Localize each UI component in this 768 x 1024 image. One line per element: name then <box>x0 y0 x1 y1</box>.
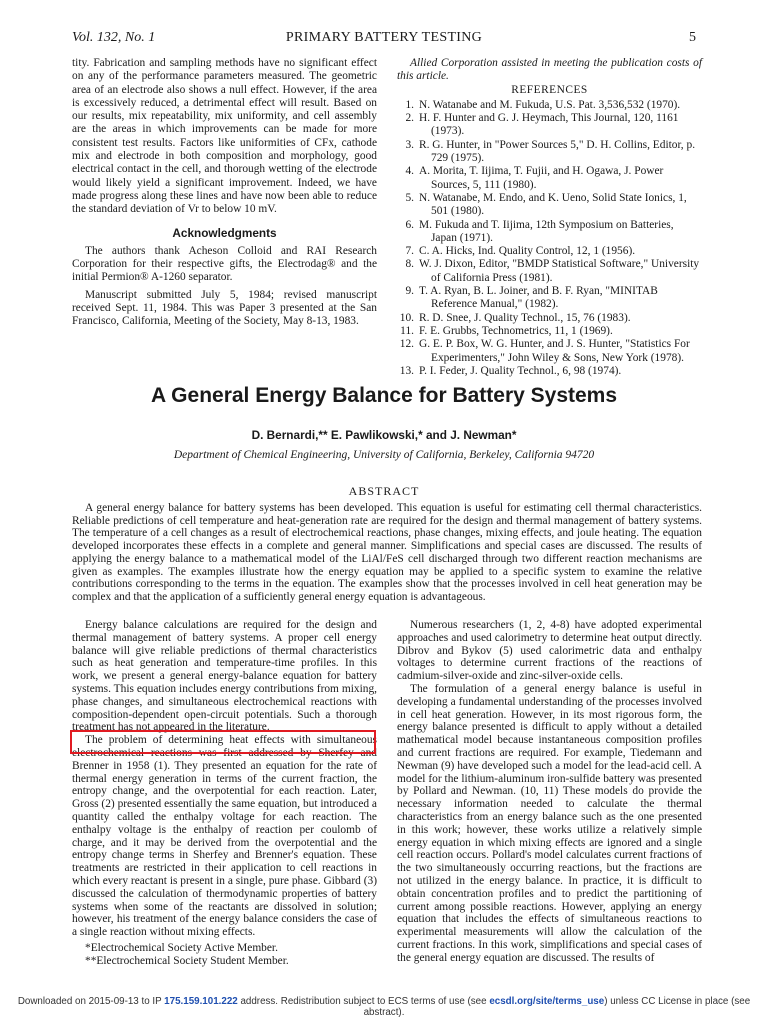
reference-number: 4. <box>405 165 414 178</box>
reference-number: 9. <box>405 285 414 298</box>
reference-item <box>397 219 702 246</box>
footer-middle: address. Redistribution subject to ECS terms of use (see <box>237 996 490 1007</box>
abstract-text: A general energy balance for battery systems has been developed. This equation is useful for estimating cell thermal characteristics. Reliable predictions of cell temperature and heat-generation rate are required for the design and thermal management of battery systems. The temperature of a cell changes as a result of electrochemical reactions, phase changes, mixing effects, and joule heating. The equation developed incorporates these effects in a complete and general manner. Simplifications and special cases are discussed. The results of applying the energy balance to a mathematical model of the LiAl/FeS cell discharged through two different reaction mechanisms are given as examples. The examples illustrate how the energy equation may be applied to a specific system to examine the relative contributions corresponding to the terms in the equation. The examples show that the processes involved in cell heat generation may be complex and that the application of a sufficiently general energy equation is advantageous. <box>72 502 702 603</box>
author-affiliation: Department of Chemical Engineering, University of California, Berkeley, California 94720 <box>173 449 595 461</box>
reference-text: W. J. Dixon, Editor, "BMDP Statistical Software," University of California Press (1981). <box>419 258 700 284</box>
reference-text: A. Morita, T. Iijima, T. Fujii, and H. Ogawa, J. Power Sources, 5, 111 (1980). <box>419 165 664 191</box>
reference-text: F. E. Grubbs, Technometrics, 11, 1 (1969). <box>419 324 613 337</box>
reference-number: 6. <box>405 218 414 231</box>
reference-number: 12. <box>399 338 414 351</box>
reference-item <box>397 245 702 258</box>
body-left-column <box>72 619 377 968</box>
body-paragraph: Numerous researchers (1, 2, 4-8) have adopted experimental approaches and used calorimetry to determine heat output directly. Dibrov and Bykov (5) used calorimetric data and enthalpy voltages to determine current fractions of the reactions of cadmium-silver-oxide and zinc-silver-oxide cells. <box>397 619 702 683</box>
volume-number: Vol. 132, No. 1 <box>72 30 156 45</box>
reference-number: 13. <box>399 364 414 377</box>
reference-item <box>397 165 702 192</box>
reference-item <box>397 365 702 378</box>
reference-item <box>397 325 702 338</box>
reference-number: 5. <box>405 191 414 204</box>
reference-text: H. F. Hunter and G. J. Heymach, This Journal, 120, 1161 (1973). <box>419 112 679 138</box>
acknowledgments-text: The authors thank Acheson Colloid and RAI Research Corporation for their respective gifts, the Electrodag® and the initial Permion® A-1260 separator. <box>72 244 377 284</box>
running-title: PRIMARY BATTERY TESTING <box>285 30 483 45</box>
footer-prefix: Downloaded on 2015-09-13 to IP <box>17 996 165 1007</box>
reference-number: 8. <box>405 258 414 271</box>
body-paragraph: The problem of determining heat effects with simultaneous electrochemical reactions was first addressed by Sherfey and Brenner in 1958 (1). They presented an equation for the rate of thermal energy generation in terms of the current fraction, the entropy change, and the overpotential for each reaction. Later, Gross (2) presented essentially the same equation, but introduced a quantity called the enthalpy voltage for each reaction. The enthalpy voltage is the enthalpy of reaction per coulomb of charge, and it may be derived from the overpotential and the entropy change terms in Sherfey and Brenner's equation. These treatments are restricted in their application to cell reactions in which every reactant is present in a single, pure phase. Gibbard (3) discussed the calculation of thermodynamic properties of battery systems when some of the reactants are dissolved in solution; however, his treatment of the energy balance considers the case of a single reaction without mixing effects. <box>72 734 377 939</box>
reference-text: M. Fukuda and T. Iijima, 12th Symposium on Batteries, Japan (1971). <box>419 218 674 244</box>
references-heading: REFERENCES <box>511 83 588 96</box>
reference-number: 7. <box>405 245 414 258</box>
reference-item <box>397 312 702 325</box>
footnote: **Electrochemical Society Student Member. <box>85 954 289 967</box>
reference-text: N. Watanabe and M. Fukuda, U.S. Pat. 3,536,532 (1970). <box>419 98 681 111</box>
reference-number: 1. <box>405 98 414 111</box>
footer-suffix: ) unless CC License in place (see abstract). <box>363 996 751 1018</box>
publication-credit: Allied Corporation assisted in meeting the publication costs of this article. <box>397 57 702 83</box>
previous-article-left-column <box>72 57 377 329</box>
reference-text: R. D. Snee, J. Quality Technol., 15, 76 (1983). <box>419 311 631 324</box>
manuscript-note: Manuscript submitted July 5, 1984; revised manuscript received Sept. 11, 1984. This was Paper 3 presented at the San Francisco, California, Meeting of the Society, May 8-13, 1983. <box>72 288 377 328</box>
reference-item <box>397 112 702 139</box>
footer-ip-link[interactable]: 175.159.101.222 <box>164 996 238 1007</box>
reference-text: G. E. P. Box, W. G. Hunter, and J. S. Hunter, "Statistics For Experimenters," John Wiley & Sons, New York (1978). <box>419 338 690 364</box>
footnote: *Electrochemical Society Active Member. <box>85 941 278 954</box>
reference-number: 2. <box>405 112 414 125</box>
acknowledgments-heading: Acknowledgments <box>172 225 277 240</box>
reference-item <box>397 285 702 312</box>
body-paragraph: The formulation of a general energy balance is useful in developing a fundamental understanding of the processes involved in cell heat generation. However, in its most rigorous form, the energy balance presented is difficult to apply without a detailed mathematical model because instantaneous composition profiles and current fractions are required. For example, Tiedemann and Newman (9) have developed such a model for the lead-acid cell. A model for the lithium-aluminum iron-sulfide battery was presented by Pollard and Newman. (10, 11) These models do provide the necessary information needed to calculate the thermal characteristics from an energy balance such as the one presented in this work; however, these works utilize a relatively simple energy equation in which mixing effects are ignored and a single cell reaction occurs. Pollard's model calculates current fractions of the two simultaneously occurring reactions, but the fractions are not utilized in the energy balance. In practice, it is difficult to obtain concentration profiles and to predict the partitioning of current among possible reactions. However, applying an energy equation that includes the effects of simultaneous reactions to experimental measurements will allow the calculation of the current fractions. In this work, simplifications and special cases of the general energy equation are discussed. The results of <box>397 682 702 964</box>
previous-article-paragraph: tity. Fabrication and sampling methods have no significant effect on any of the performance parameters measured. The geometric area of an electrode also shows a null effect. However, if the area is excessively reduced, a detrimental effect will result. Based on our results, mix repeatability, mix uniformity, and cell assembly are the areas in which improvements can be made for more consistent test results. Factors like uniformities of CFx, cathode mix and electrode in both composition and morphology, good electrical contact in the cell, and thorough wetting of the electrode would likely yield a significant improvement. Indeed, we have made progress along these lines and have now been able to reduce the standard deviation of Vr to below 10 mV. <box>72 57 377 216</box>
reference-number: 11. <box>400 324 414 337</box>
reference-text: N. Watanabe, M. Endo, and K. Ueno, Solid State Ionics, 1, 501 (1980). <box>419 191 687 218</box>
reference-number: 10. <box>399 311 414 324</box>
download-footer <box>0 996 768 1018</box>
body-right-column <box>397 619 702 965</box>
reference-text: C. A. Hicks, Ind. Quality Control, 12, 1 (1956). <box>419 245 636 258</box>
highlight-box <box>70 730 376 754</box>
terms-of-use-link[interactable]: ecsdl.org/site/terms_use <box>489 996 605 1007</box>
abstract-heading: ABSTRACT <box>348 484 420 498</box>
reference-text: P. I. Feder, J. Quality Technol., 6, 98 (1974). <box>419 364 622 377</box>
reference-text: R. G. Hunter, in "Power Sources 5," D. H. Collins, Editor, p. 729 (1975). <box>419 138 696 165</box>
reference-item <box>397 192 702 219</box>
body-paragraph: Energy balance calculations are required for the design and thermal management of battery systems. A proper cell energy balance will give reliable predictions of thermal characteristics such as heat generation and temperature-time profiles. In this work, we present a general energy-balance equation for battery systems. This equation includes energy contributions from mixing, phase changes, and simultaneous electrochemical reactions with composition-dependent open-circuit potentials. Such a thorough treatment has not appeared in the literature. <box>72 619 377 734</box>
reference-item <box>397 338 702 365</box>
article-title: A General Energy Balance for Battery Systems <box>150 384 618 407</box>
article-authors: D. Bernardi,** E. Pawlikowski,* and J. Newman* <box>251 428 517 442</box>
previous-article-right-column <box>397 57 702 378</box>
reference-item <box>397 99 702 112</box>
page-number: 5 <box>689 30 696 45</box>
references-list <box>397 99 702 378</box>
reference-number: 3. <box>405 138 414 151</box>
reference-item <box>397 139 702 166</box>
reference-item <box>397 258 702 285</box>
running-header <box>72 30 696 48</box>
reference-text: T. A. Ryan, B. L. Joiner, and B. F. Ryan, "MINITAB Reference Manual," (1982). <box>419 285 658 311</box>
